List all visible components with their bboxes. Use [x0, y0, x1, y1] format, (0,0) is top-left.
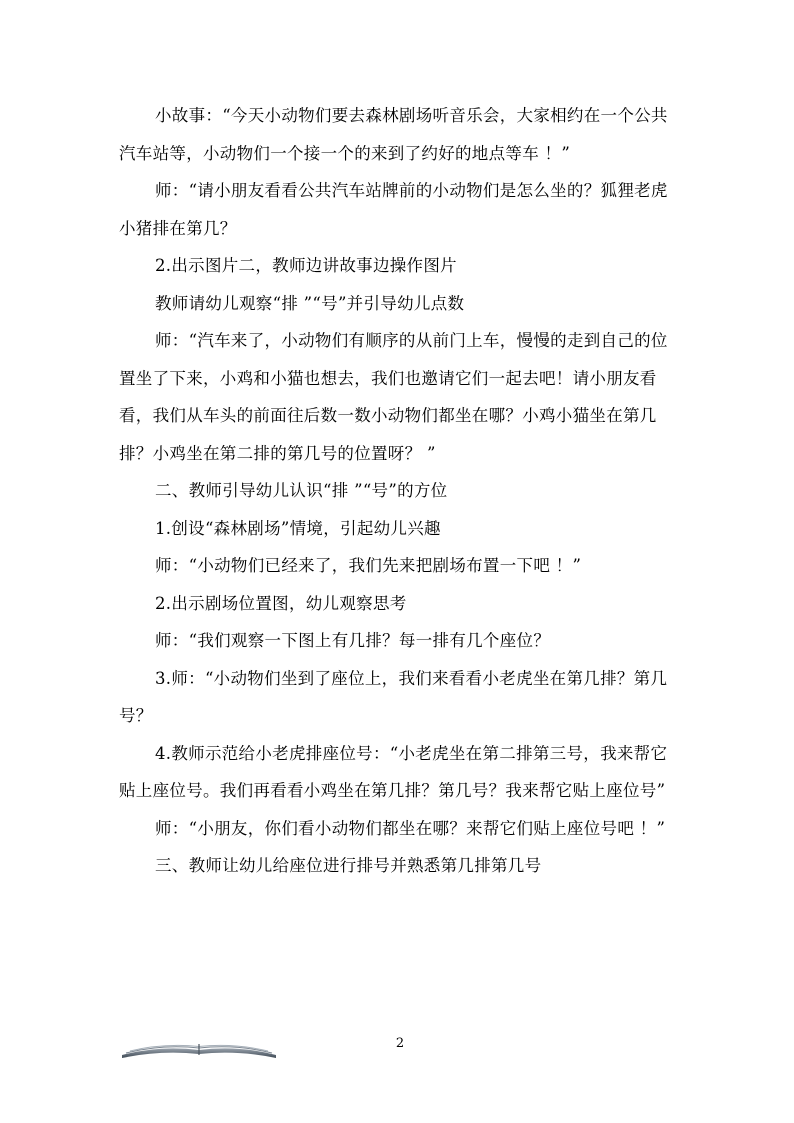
paragraph-teacher-question-1: 师：“请小朋友看看公共汽车站牌前的小动物们是怎么坐的？狐狸老虎小猪排在第几？: [119, 181, 668, 238]
paragraph-step-2-1: 1.创设“森林剧场”情境，引起幼儿兴趣: [155, 518, 441, 538]
paragraph-step-2: 2.出示图片二，教师边讲故事边操作图片: [155, 256, 457, 275]
paragraph-step-2-3: 3.师：“小动物们坐到了座位上，我们来看看小老虎坐在第几排？第几号？: [119, 668, 668, 725]
document-body: [119, 97, 684, 885]
paragraph-teacher-rows: 师：“我们观察一下图上有几排？每一排有几个座位？: [155, 631, 551, 650]
paragraph-section-2: 二、教师引导幼儿认识“排 ”“号”的方位: [155, 481, 448, 500]
paragraph-teacher-bus: 师：“汽车来了，小动物们有顺序的从前门上车，慢慢的走到自己的位置坐了下来，小鸡和小猫也想去，我们也邀请它们一起去吧！请小朋友看看，我们从车头的前面往后数一数小动物们都坐在哪？小鸡小猫坐在第几排？小鸡坐在第二排的第几号的位置呀？ ”: [119, 331, 668, 463]
paragraph-step-2-2: 2.出示剧场位置图，幼儿观察思考: [155, 593, 407, 613]
page-number: 2: [395, 1036, 405, 1051]
paragraph-teacher-stickers: 师：“小朋友，你们看小动物们都坐在哪？来帮它们贴上座位号吧 ！”: [155, 818, 666, 838]
paragraph-teacher-theater: 师：“小动物们已经来了，我们先来把剧场布置一下吧 ！”: [155, 556, 582, 575]
paragraph-step-2-4: 4.教师示范给小老虎排座位号：“小老虎坐在第二排第三号，我来帮它贴上座位号。我们再看看小鸡坐在第几排？第几号？我来帮它贴上座位号”: [119, 743, 668, 800]
open-book-icon: [120, 1039, 278, 1059]
paragraph-section-3: 三、教师让幼儿给座位进行排号并熟悉第几排第几号: [155, 856, 542, 875]
paragraph-observe: 教师请幼儿观察“排 ”“号”并引导幼儿点数: [155, 293, 465, 313]
paragraph-story: 小故事：“今天小动物们要去森林剧场听音乐会，大家相约在一个公共汽车站等，小动物们一个接一个的来到了约好的地点等车 ！”: [119, 106, 668, 163]
